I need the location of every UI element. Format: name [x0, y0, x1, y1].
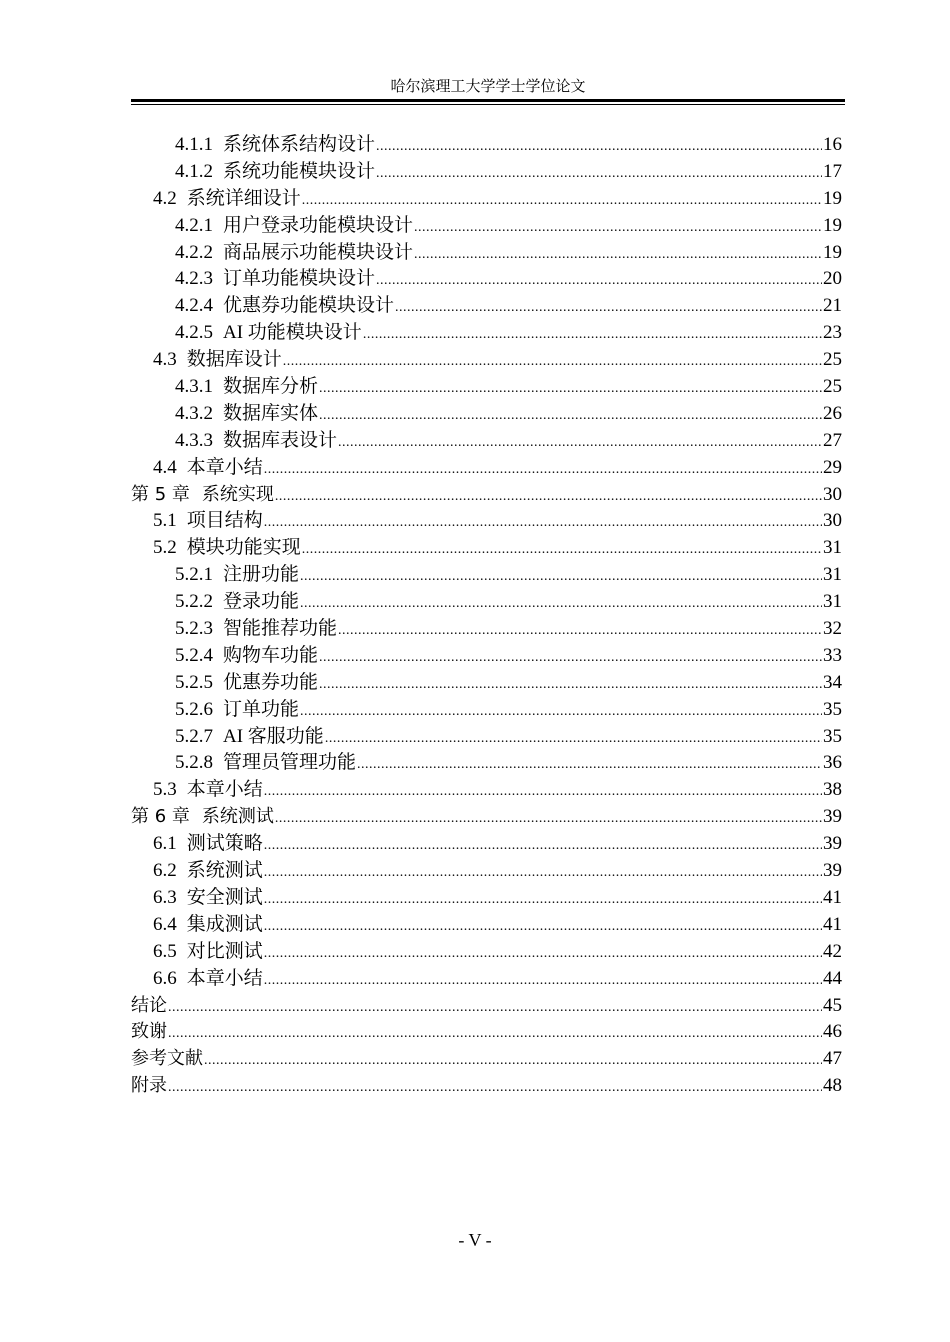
toc-entry-title: 登录功能 — [223, 591, 300, 613]
toc-entry-title: 数据库分析 — [223, 376, 319, 398]
toc-entry[interactable] — [131, 535, 842, 562]
toc-entry-number: 4.2.4 — [175, 295, 213, 317]
toc-entry[interactable] — [131, 643, 842, 670]
toc-entry-number: 5.1 — [153, 510, 177, 532]
toc-entry-page: 46 — [823, 1021, 842, 1043]
toc-entry[interactable] — [131, 1019, 842, 1046]
toc-entry-number: 4.4 — [153, 456, 177, 478]
toc-entry-title: 优惠券功能 — [223, 671, 319, 693]
toc-entry-number: 4.2.2 — [175, 241, 213, 263]
toc-entry-title: 测试策略 — [186, 833, 263, 855]
toc-entry[interactable] — [131, 186, 842, 213]
toc-entry-number: 6.4 — [153, 913, 177, 935]
toc-entry-page: 30 — [823, 510, 842, 532]
toc-entry-number: 第 5 章 — [131, 483, 190, 505]
toc-entry-title: 商品展示功能模块设计 — [223, 241, 414, 263]
toc-entry-number: 6.3 — [153, 886, 177, 908]
toc-entry-page: 29 — [823, 456, 842, 478]
toc-entry-page: 34 — [823, 671, 842, 693]
toc-entry-page: 35 — [823, 725, 842, 747]
toc-leader-dots — [264, 968, 822, 995]
toc-entry[interactable] — [131, 616, 842, 643]
toc-entry-title: 系统详细设计 — [186, 187, 301, 209]
toc-entry-title: 购物车功能 — [223, 644, 319, 666]
toc-entry-page: 39 — [823, 806, 842, 828]
toc-leader-dots — [264, 860, 822, 887]
toc-entry-number: 4.1.1 — [175, 134, 213, 155]
toc-entry-page: 27 — [823, 429, 842, 451]
toc-entry-title: AI 客服功能 — [223, 725, 324, 747]
toc-entry-page: 39 — [823, 860, 842, 882]
toc-leader-dots — [319, 403, 822, 430]
toc-entry-page: 42 — [823, 940, 842, 962]
toc-entry-title: 优惠券功能模块设计 — [223, 295, 395, 317]
toc-entry-title: 集成测试 — [186, 913, 263, 935]
toc-entry-number: 4.2.5 — [175, 322, 213, 344]
toc-leader-dots — [414, 215, 822, 242]
toc-entry[interactable] — [131, 428, 842, 455]
toc-entry-number: 6.5 — [153, 940, 177, 962]
toc-entry[interactable] — [131, 320, 842, 347]
toc-entry[interactable] — [131, 939, 842, 966]
toc-entry-page: 31 — [823, 564, 842, 586]
toc-entry-number: 6.1 — [153, 833, 177, 855]
toc-entry-title: 项目结构 — [186, 510, 263, 532]
toc-leader-dots — [357, 752, 822, 779]
toc-entry-page: 47 — [823, 1048, 842, 1070]
toc-leader-dots — [300, 564, 822, 591]
header-rule-thick — [131, 99, 845, 102]
toc-entry-page: 41 — [823, 886, 842, 908]
toc-leader-dots — [376, 134, 822, 161]
toc-entry-title: 注册功能 — [223, 564, 300, 586]
toc-entry[interactable] — [131, 777, 842, 804]
toc-leader-dots — [264, 457, 822, 484]
toc-leader-dots — [264, 779, 822, 806]
toc-entry-page: 17 — [823, 160, 842, 182]
toc-entry-page: 30 — [823, 483, 842, 505]
toc-entry[interactable] — [131, 858, 842, 885]
toc-entry[interactable] — [131, 240, 842, 267]
toc-entry-number: 4.2 — [153, 187, 177, 209]
toc-entry-page: 19 — [823, 241, 842, 263]
toc-entry-number: 5.2.2 — [175, 591, 213, 613]
toc-entry[interactable] — [131, 831, 842, 858]
toc-entry-number: 4.1.2 — [175, 160, 213, 182]
toc-entry[interactable] — [131, 1073, 842, 1100]
toc-entry-title: 附录 — [131, 1075, 167, 1097]
toc-entry-title: AI 功能模块设计 — [223, 322, 362, 344]
toc-entry-page: 26 — [823, 402, 842, 424]
toc-entry-number: 4.3.2 — [175, 402, 213, 424]
toc-entry-number: 5.2.1 — [175, 564, 213, 586]
toc-entry-number: 4.2.3 — [175, 268, 213, 290]
toc-entry-page: 44 — [823, 967, 842, 989]
toc-leader-dots — [376, 268, 822, 295]
toc-leader-dots — [264, 887, 822, 914]
toc-entry-title: 系统实现 — [201, 483, 274, 505]
toc-leader-dots — [168, 995, 822, 1022]
toc-entry-page: 36 — [823, 752, 842, 774]
toc-entry[interactable] — [131, 455, 842, 482]
toc-entry-number: 5.2.3 — [175, 618, 213, 640]
toc-entry[interactable] — [131, 750, 842, 777]
running-header: 哈尔滨理工大学学士学位论文 — [390, 79, 586, 95]
toc-leader-dots — [275, 484, 822, 511]
toc-entry[interactable] — [131, 724, 842, 751]
toc-entry-page: 48 — [823, 1075, 842, 1097]
toc-entry-page: 35 — [823, 698, 842, 720]
toc-entry[interactable] — [131, 266, 842, 293]
toc-entry-title: 系统测试 — [186, 860, 263, 882]
toc-entry-number: 4.3.3 — [175, 429, 213, 451]
toc-entry[interactable] — [131, 966, 842, 993]
toc-leader-dots — [376, 161, 822, 188]
toc-leader-dots — [264, 833, 822, 860]
toc-entry[interactable] — [131, 912, 842, 939]
toc-entry-page: 45 — [823, 994, 842, 1016]
toc-entry-page: 20 — [823, 268, 842, 290]
toc-leader-dots — [264, 914, 822, 941]
toc-entry-page: 39 — [823, 833, 842, 855]
toc-entry-title: 本章小结 — [186, 967, 263, 989]
toc-entry[interactable] — [131, 508, 842, 535]
toc-leader-dots — [168, 1021, 822, 1048]
toc-leader-dots — [264, 941, 822, 968]
toc-entry-title: 系统体系结构设计 — [223, 134, 376, 155]
toc-entry-title: 管理员管理功能 — [223, 752, 357, 774]
toc-entry-number: 4.2.1 — [175, 214, 213, 236]
toc-entry-title: 智能推荐功能 — [223, 618, 338, 640]
toc-entry-number: 4.3 — [153, 349, 177, 371]
toc-entry[interactable] — [131, 293, 842, 320]
toc-entry-title: 订单功能模块设计 — [223, 268, 376, 290]
toc-leader-dots — [319, 672, 822, 699]
toc-leader-dots — [168, 1075, 822, 1102]
toc-entry-title: 数据库表设计 — [223, 429, 338, 451]
table-of-contents — [131, 132, 842, 1100]
toc-entry[interactable] — [131, 213, 842, 240]
toc-entry[interactable] — [131, 993, 842, 1020]
toc-entry-page: 21 — [823, 295, 842, 317]
toc-entry-page: 23 — [823, 322, 842, 344]
toc-entry-page: 19 — [823, 214, 842, 236]
toc-leader-dots — [325, 726, 822, 753]
toc-entry-page: 41 — [823, 913, 842, 935]
toc-entry[interactable] — [131, 562, 842, 589]
toc-entry[interactable] — [131, 159, 842, 186]
toc-entry-title: 对比测试 — [186, 940, 263, 962]
toc-entry-title: 本章小结 — [186, 456, 263, 478]
toc-entry-number: 5.2.6 — [175, 698, 213, 720]
toc-entry[interactable] — [131, 697, 842, 724]
toc-entry-page: 25 — [823, 376, 842, 398]
toc-entry-title: 模块功能实现 — [186, 537, 301, 559]
toc-entry-title: 安全测试 — [186, 886, 263, 908]
toc-entry-number: 第 6 章 — [131, 806, 190, 828]
toc-entry-title: 系统功能模块设计 — [223, 160, 376, 182]
toc-entry-number: 6.6 — [153, 967, 177, 989]
toc-leader-dots — [395, 295, 822, 322]
toc-entry-number: 5.2.8 — [175, 752, 213, 774]
toc-entry[interactable] — [131, 804, 842, 831]
toc-entry-title: 参考文献 — [131, 1048, 203, 1070]
toc-entry-page: 31 — [823, 537, 842, 559]
toc-leader-dots — [283, 349, 822, 376]
toc-entry-title: 订单功能 — [223, 698, 300, 720]
toc-leader-dots — [414, 242, 822, 269]
toc-entry[interactable] — [131, 347, 842, 374]
toc-entry-page: 25 — [823, 349, 842, 371]
toc-entry-title: 结论 — [131, 994, 167, 1016]
toc-entry-number: 5.2.4 — [175, 644, 213, 666]
toc-entry-page: 19 — [823, 187, 842, 209]
toc-entry[interactable] — [131, 589, 842, 616]
toc-entry[interactable] — [131, 132, 842, 159]
toc-leader-dots — [264, 510, 822, 537]
toc-entry-page: 31 — [823, 591, 842, 613]
toc-leader-dots — [275, 806, 822, 833]
toc-leader-dots — [302, 537, 822, 564]
toc-entry-number: 5.2.5 — [175, 671, 213, 693]
toc-entry-number: 6.2 — [153, 860, 177, 882]
toc-entry-title: 系统测试 — [201, 806, 274, 828]
page-number: - V - — [458, 1230, 492, 1250]
toc-entry-title: 用户登录功能模块设计 — [223, 214, 414, 236]
toc-entry[interactable] — [131, 482, 842, 509]
toc-entry-page: 32 — [823, 618, 842, 640]
toc-entry-number: 4.3.1 — [175, 376, 213, 398]
toc-leader-dots — [319, 376, 822, 403]
toc-entry-page: 38 — [823, 779, 842, 801]
toc-entry-title: 致谢 — [131, 1021, 167, 1043]
toc-entry[interactable] — [131, 670, 842, 697]
header-rule-thin — [131, 104, 845, 105]
toc-entry-title: 本章小结 — [186, 779, 263, 801]
toc-leader-dots — [300, 591, 822, 618]
toc-entry[interactable] — [131, 374, 842, 401]
toc-leader-dots — [319, 645, 822, 672]
toc-entry-title: 数据库实体 — [223, 402, 319, 424]
toc-entry-page: 16 — [823, 134, 842, 155]
toc-leader-dots — [302, 188, 822, 215]
toc-leader-dots — [338, 430, 822, 457]
toc-entry-number: 5.3 — [153, 779, 177, 801]
toc-entry-number: 5.2 — [153, 537, 177, 559]
toc-leader-dots — [363, 322, 822, 349]
toc-entry-page: 33 — [823, 644, 842, 666]
toc-leader-dots — [300, 699, 822, 726]
toc-entry[interactable] — [131, 401, 842, 428]
toc-entry-title: 数据库设计 — [186, 349, 282, 371]
toc-leader-dots — [204, 1048, 822, 1075]
toc-entry[interactable] — [131, 885, 842, 912]
toc-entry[interactable] — [131, 1046, 842, 1073]
toc-entry-number: 5.2.7 — [175, 725, 213, 747]
toc-leader-dots — [338, 618, 822, 645]
